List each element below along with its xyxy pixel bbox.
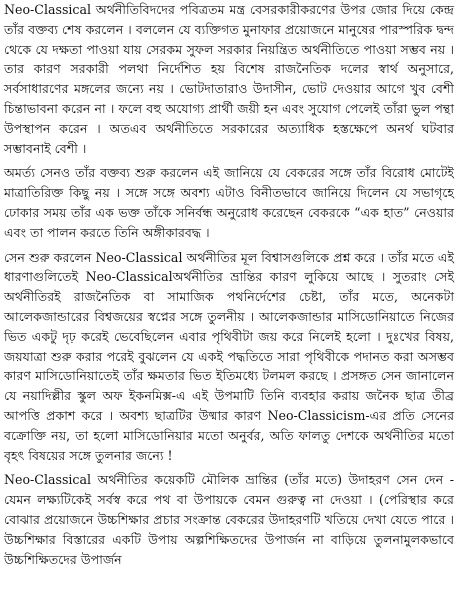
paragraph-4: Neo-Classical অর্থনীতির কয়েকটি মৌলিক ভ্রান্তির (তাঁর মতে) উদাহরণ সেন দেন - যেমন লক্ষ্যটিকেই সর্বস্ব করে পথ বা উপায়কে বেমন গুরুত্ব না দেওয়া । (পেরিস্থার করে বোঝার প্রয়োজনে উচ্চশিক্ষার প্রচার সংক্রান্ত বেকরের উদাহরণটি খতিয়ে দেখা যেতে পারে । উচ্চশিক্ষার বিস্তারের একটি উপায় অল্পশিক্ষিতদের উপার্জন না বাড়িয়ে তুলনামুলকভাবে উচ্চশিক্ষিতদের উপার্জন — [4, 472, 454, 567]
paragraph-3: সেন শুরু করলেন Neo-Classical অর্থনীতির মূল বিশ্বাসগুলিকে প্রশ্ন করে । তাঁর মতে এই ধারণাগুলিতেই Neo-Classicalঅর্থনীতির ভ্রান্তির কারণ লুকিয়ে আছে । সুতরাং সেই অর্থনীতিরই রাজনৈতিক বা সামাজিক পথনির্দেশের চেষ্টা, তাঁর মতে, অনেকটা আলেকজান্ডারের বিশ্বজয়ের স্বপ্নের সঙ্গে তুলনীয় । আলেকজান্ডার মাসিডোনিয়াতে নিজের ভিত একটু দৃঢ় করেই ভেবেছিলেন এবার পৃথিবীটা জয় করে নিলেই হলো । দুঃখের বিষয়, জয়যাত্রা শুরু করার পরেই বুঝলেন যে একই পদ্ধতিতে সারা পৃথিবীকে পদানত করা অসম্ভব কারণ মাসিডোনিয়াতেই তাঁর ক্ষমতার ভিত ইতিমধ্যে টলমল করছে । প্রসঙ্গত সেন জানালেন যে নয়াদিল্লীর স্কুল অফ ইকনমিক্স-এ এই উপমাটি তিনি ব্যবহার করায় জনৈক ছাত্র তীব্র আপত্তি প্রকাশ করে । অবশ্য ছাত্রটির উষ্মার কারণ Neo-Classicism-এর প্রতি সেনের বক্রোক্তি নয়, তা হলো মাসিডোনিয়ার মতো অনুর্বর, অতি ফালতু দেশকে অর্থনীতির মতো বৃহৎ বিষয়ের সঙ্গে তুলনার জন্যে ! — [4, 249, 454, 463]
paragraph-2: অমর্ত্য সেনও তাঁর বক্তব্য শুরু করলেন এই জানিয়ে যে বেকরের সঙ্গে তাঁর বিরোধ মোটেই মাত্রাতিরিক্ত কিছু নয় । সঙ্গে সঙ্গে অবশ্য এটাও বিনীতভাবে জানিয়ে দিলেন যে সভাগৃহে ঢোকার সময় তাঁর এক ভক্ত তাঁকে সনির্বন্ধ অনুরোধ করেছেন বেকরকে “এক হাত” নেওয়ার এবং তা পালন করতে তিনি অঙ্গীকারবদ্ধ । — [4, 165, 454, 240]
paragraph-1: Neo-Classical অর্থনীতিবিদদের পবিত্রতম মন্ত্র বেসরকারীকরণের উপর জোর দিয়ে কেন্দ্র তাঁর বক্তব্য শেষ করলেন । বললেন যে ব্যক্তিগত মুনাফার প্রয়োজনে মানুষের পারস্পরিক দ্বন্দ থেকে যে দক্ষতা পাওয়া যায় সেরকম সুফল সরকার নিয়ন্ত্রিত অর্থনীতিতে পাওয়া সম্ভব নয় । তার কারণ সরকারী পলথা নির্দেশিত হয় বিশেষ রাজনৈতিক দলের স্বার্থ অনুসারে, সর্বসাধারণের মঙ্গলের জন্যে নয় । ভোটদাতারাও উদাসীন, ভোট দেওয়ার আগে খুব বেশী চিন্তাভাবনা করেন না । ফলে বহু অযোগ্য প্রার্থী জয়ী হন এবং সুযোগ পেলেই তাঁরা ভুল পন্থা উপস্থাপন করেন । অতএব অর্থনীতিতে সরকারের অত্যাধিক হস্তক্ষেপে অনর্থ ঘটবার সম্ভাবনাই বেশী । — [4, 2, 454, 156]
